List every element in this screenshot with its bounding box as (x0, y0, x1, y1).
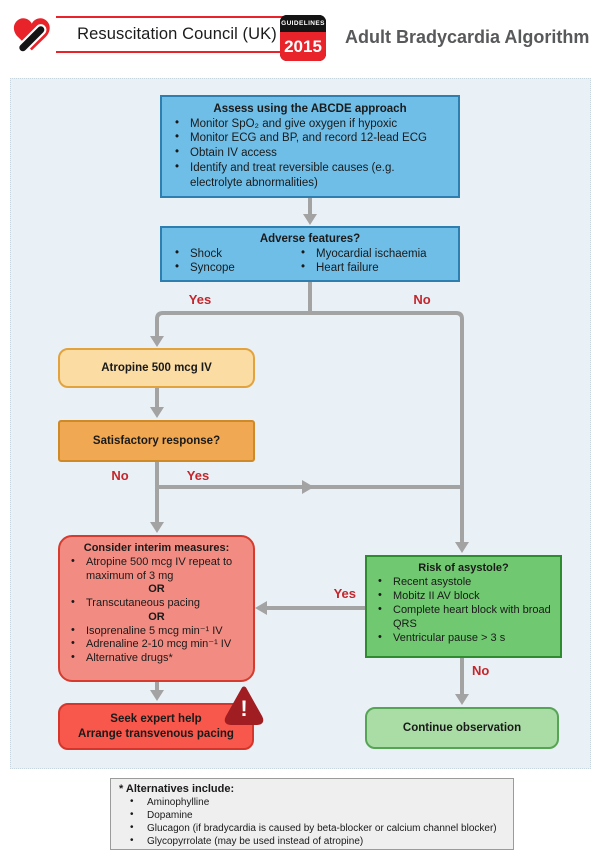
satisfactory-yes-label: Yes (186, 468, 210, 483)
list-item: OR (148, 583, 165, 596)
adverse-no-label: No (413, 292, 431, 307)
asystole-no-label: No (472, 663, 490, 678)
footnote-title: * Alternatives include: (119, 783, 235, 795)
list-item: • Identify and treat reversible causes (e.g. electrolyte abnormalities) (170, 161, 450, 190)
list-item: • Isoprenaline 5 mcg min⁻¹ IV (66, 625, 247, 639)
list-item: • Monitor SpO₂ and give oxygen if hypoxic (170, 117, 450, 132)
adverse-features-box (160, 226, 460, 282)
risk-bullet-list (373, 576, 554, 646)
list-item: • Recent asystole (373, 576, 554, 590)
assess-abcde-box (160, 95, 460, 198)
page-title: Adult Bradycardia Algorithm (345, 27, 590, 47)
list-item: • Syncope (170, 261, 296, 276)
assess-title: Assess using the ABCDE approach (213, 103, 407, 115)
list-item: • Alternative drugs* (66, 652, 247, 666)
list-item: • Dopamine (119, 809, 507, 822)
list-item: • Mobitz II AV block (373, 590, 554, 604)
adverse-title: Adverse features? (259, 233, 361, 245)
adverse-yes-label: Yes (188, 292, 212, 307)
adverse-left-list (170, 247, 296, 276)
interim-line-list (66, 556, 247, 666)
atropine-box: Atropine 500 mcg IV (58, 348, 255, 388)
list-item: • Aminophylline (119, 796, 507, 809)
interim-measures-box (58, 535, 255, 682)
satisfactory-response-box: Satisfactory response? (58, 420, 255, 462)
org-name: Resuscitation Council (UK) (56, 16, 298, 53)
badge-year: 2015 (280, 32, 326, 61)
seek-line-2: Arrange transvenous pacing (78, 727, 234, 740)
list-item: • Shock (170, 247, 296, 262)
warning-triangle-icon (224, 685, 264, 727)
footnote-bullet-list (119, 796, 507, 848)
list-item: • Adrenaline 2-10 mcg min⁻¹ IV (66, 638, 247, 652)
adverse-right-list (296, 247, 450, 276)
list-item: • Ventricular pause > 3 s (373, 632, 554, 646)
list-item: • Myocardial ischaemia (296, 247, 450, 262)
asystole-yes-label: Yes (333, 586, 356, 601)
list-item: • Monitor ECG and BP, and record 12-lead ECG (170, 131, 450, 146)
list-item: • Transcutaneous pacing (66, 597, 247, 611)
list-item: • Glycopyrrolate (may be used instead of atropine) (119, 835, 507, 848)
list-item: • Heart failure (296, 261, 450, 276)
list-item: OR (148, 610, 165, 623)
badge-guidelines-label: GUIDELINES (280, 15, 326, 32)
continue-observation-box: Continue observation (365, 707, 559, 749)
list-item: • Glucagon (if bradycardia is caused by beta-blocker or calcium channel blocker) (119, 822, 507, 835)
risk-of-asystole-box (365, 555, 562, 658)
list-item: • Atropine 500 mcg IV repeat to maximum of 3 mg (66, 556, 247, 584)
risk-title: Risk of asystole? (418, 562, 509, 574)
satisfactory-no-label: No (111, 468, 129, 483)
interim-title: Consider interim measures: (83, 542, 230, 554)
guidelines-2015-badge (280, 15, 326, 61)
adverse-columns (170, 247, 450, 276)
resus-council-heart-logo (9, 14, 55, 60)
assess-bullet-list (170, 117, 450, 191)
list-item: • Complete heart block with broad QRS (373, 604, 554, 632)
list-item: • Obtain IV access (170, 146, 450, 161)
seek-line-1: Seek expert help (110, 712, 202, 725)
warning-exclamation: ! (240, 696, 248, 721)
alternatives-footnote-box (110, 778, 514, 850)
